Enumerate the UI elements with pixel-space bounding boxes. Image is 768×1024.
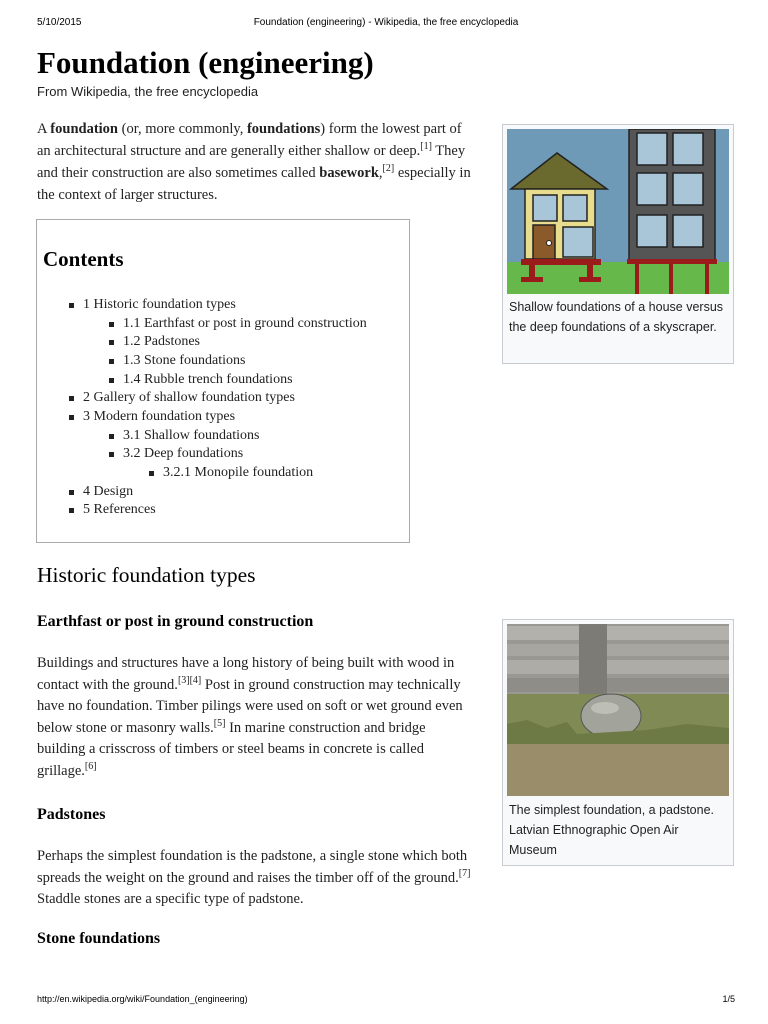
- section-heading-historic: Historic foundation types: [37, 563, 256, 587]
- print-footer: [37, 994, 735, 1008]
- toc-item[interactable]: 3.1 Shallow foundations: [123, 428, 260, 443]
- toc-item[interactable]: 4 Design: [83, 484, 134, 499]
- toc-item[interactable]: 3.2.1 Monopile foundation: [163, 465, 314, 480]
- print-date: 5/10/2015: [37, 17, 82, 28]
- toc-item[interactable]: 1.3 Stone foundations: [123, 353, 246, 368]
- term-basework: basework: [319, 165, 379, 181]
- print-url[interactable]: http://en.wikipedia.org/wiki/Foundation_(engineering): [37, 994, 248, 1004]
- term-foundation: foundation: [50, 121, 118, 137]
- ref-link[interactable]: [7]: [458, 867, 471, 879]
- page-title: Foundation (engineering): [37, 45, 374, 80]
- toc-item[interactable]: 1 Historic foundation types: [83, 297, 236, 312]
- tagline: From Wikipedia, the free encyclopedia: [37, 84, 259, 99]
- print-page-number: 1/5: [722, 994, 735, 1004]
- print-title: Foundation (engineering) - Wikipedia, the free encyclopedia: [253, 17, 519, 28]
- term-foundations: foundations: [246, 121, 321, 137]
- figure-caption: Shallow foundations of a house versus the deep foundations of a skyscraper.: [509, 300, 724, 334]
- figure-padstone: [502, 619, 734, 866]
- paragraph-earthfast: Buildings and structures have a long history of being built with wood in contact with the ground.[3][4] Post in ground construction may technically have no foundation. Timber pilings were used on soft or wet ground even below stone or masonry walls.[5] In marine construction and bridge building a crisscross of timbers or steel beams in concrete is called grillage.[6]: [37, 655, 463, 779]
- subsection-heading-stone: Stone foundations: [37, 930, 161, 947]
- house-skyscraper-illustration[interactable]: [507, 129, 729, 294]
- toc-item[interactable]: 5 References: [83, 502, 156, 517]
- figure-house-vs-skyscraper: [502, 124, 734, 364]
- toc-item[interactable]: 3.2 Deep foundations: [123, 446, 244, 461]
- toc-item[interactable]: 1.2 Padstones: [123, 334, 200, 349]
- table-of-contents: [36, 219, 410, 543]
- ref-link[interactable]: [3][4]: [177, 674, 202, 686]
- ref-link[interactable]: [5]: [213, 717, 226, 729]
- article-heading: [37, 42, 737, 99]
- toc-title: Contents: [43, 247, 124, 271]
- print-header: [37, 17, 735, 31]
- toc-item[interactable]: 3 Modern foundation types: [83, 409, 236, 424]
- subsection-heading-padstones: Padstones: [37, 806, 106, 823]
- ref-link[interactable]: [1]: [420, 141, 432, 153]
- paragraph-padstones: Perhaps the simplest foundation is the padstone, a single stone which both spreads the weight on the ground and raises the timber off of the ground.[7] Staddle stones are a specific type of padstone.: [37, 848, 471, 907]
- intro-paragraph: A foundation (or, more commonly, foundations) form the lowest part of an architectural structure and are generally either shallow or deep.[1] They and their construction are also sometimes called basework,[2] especially in the context of larger structures.: [37, 121, 471, 203]
- toc-item[interactable]: 1.4 Rubble trench foundations: [123, 372, 293, 387]
- padstone-photo[interactable]: [507, 624, 729, 796]
- ref-link[interactable]: [6]: [84, 760, 97, 772]
- toc-item[interactable]: 1.1 Earthfast or post in ground construction: [123, 316, 367, 331]
- ref-link[interactable]: [2]: [382, 163, 395, 175]
- subsection-heading-earthfast: Earthfast or post in ground construction: [37, 613, 314, 630]
- figure-caption: The simplest foundation, a padstone. Latvian Ethnographic Open Air Museum: [509, 803, 714, 857]
- toc-item[interactable]: 2 Gallery of shallow foundation types: [83, 390, 295, 405]
